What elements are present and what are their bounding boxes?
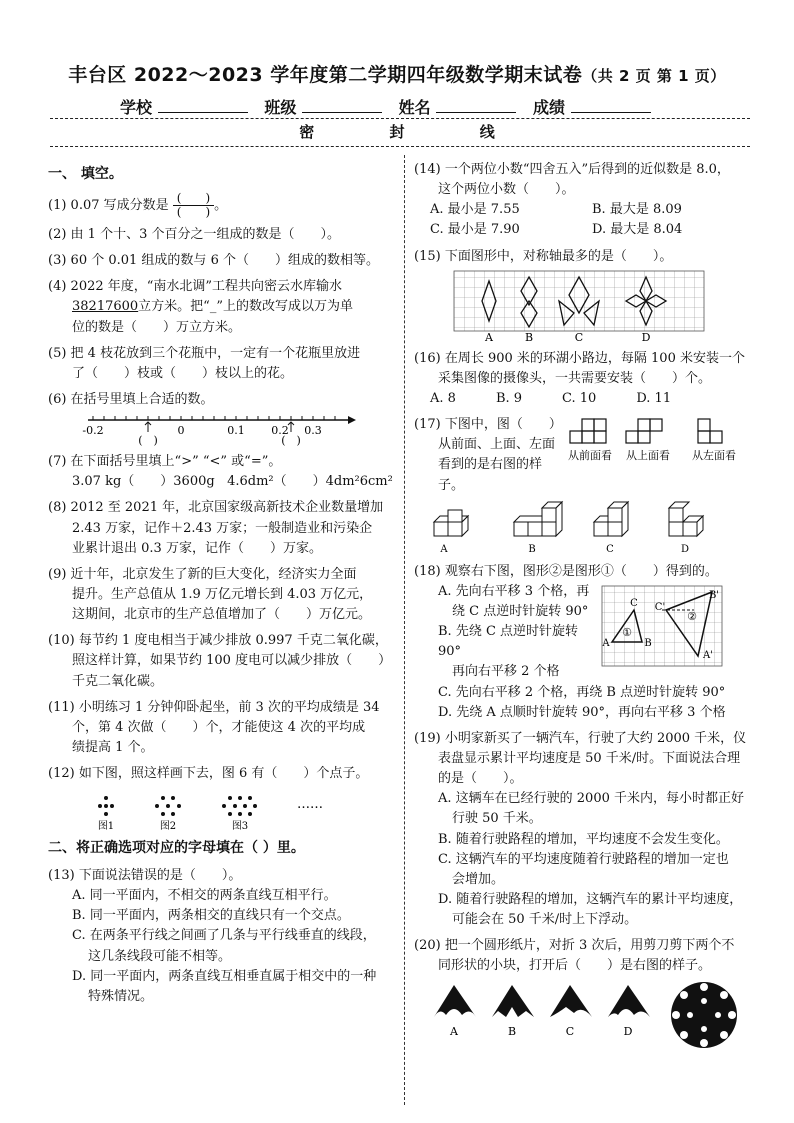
q15-label-b[interactable]: B xyxy=(524,330,534,343)
seal-line-top xyxy=(50,118,750,119)
q9-line1: (9) 近十年，北京发生了新的巨大变化，经济实力全面 xyxy=(48,566,357,582)
q14-option-a[interactable]: A. 最小是 7.55 xyxy=(430,202,520,218)
question-5 xyxy=(48,344,393,384)
q5-line2: 了（ ）枝或（ ）枝以上的花。 xyxy=(72,365,294,381)
q14-option-c[interactable]: C. 最小是 7.90 xyxy=(430,222,520,238)
q19-option-a[interactable]: A. 这辆车在已经行驶的 2000 千米内，每小时都正好 xyxy=(438,791,745,807)
q8-line2: 2.43 万家，记作＋2.43 万家；一般制造业和污染企 xyxy=(72,520,373,536)
question-3: (3) 60 个 0.01 组成的数与 6 个（ ）组成的数相等。 xyxy=(48,253,379,269)
left-view-label: 从左面看 xyxy=(692,449,736,463)
question-19 xyxy=(414,729,754,930)
q6-text: (6) 在括号里填上合适的数。 xyxy=(48,392,214,408)
question-2: (2) 由 1 个十、3 个百分之一组成的数是（ ）。 xyxy=(48,227,340,243)
q10-line1: (10) 每节约 1 度电相当于减少排放 0.997 千克二氧化碳， xyxy=(48,633,388,649)
question-7 xyxy=(48,452,393,492)
question-10 xyxy=(48,631,393,691)
q4-line3: 位的数是（ ）万立方米。 xyxy=(72,319,242,335)
q18-option-a[interactable]: A. 先向右平移 3 个格，再 xyxy=(438,583,590,599)
symmetry-grid-figure xyxy=(414,267,714,343)
q18-option-d[interactable]: D. 先绕 A 点顺时针旋转 90°，再向右平移 3 个格 xyxy=(438,704,726,720)
q17-label-d[interactable]: D xyxy=(680,543,690,555)
column-divider xyxy=(404,155,405,1105)
q1-period: 。 xyxy=(214,197,228,213)
question-17 xyxy=(414,415,754,556)
tick-02: 0.2 xyxy=(271,424,289,438)
q13-option-c[interactable]: C. 在两条平行线之间画了几条与平行线垂直的线段， xyxy=(72,928,376,944)
exam-title xyxy=(0,60,794,87)
q20-label-b[interactable]: B xyxy=(507,1024,517,1038)
name-label: 姓名 xyxy=(398,98,431,117)
question-11 xyxy=(48,698,393,758)
number-line xyxy=(48,410,368,446)
q11-line1: (11) 小明练习 1 分钟仰卧起坐，前 3 次的平均成绩是 34 xyxy=(48,699,380,715)
q17-line3: 看到的是右图的样子。 xyxy=(438,457,543,493)
question-18 xyxy=(414,562,754,723)
q14-option-d[interactable]: D. 最大是 8.04 xyxy=(592,222,683,238)
question-15 xyxy=(414,247,754,343)
q7-a: 3.07 kg（ ）3600g xyxy=(72,474,215,490)
q19-option-c-cont: 会增加。 xyxy=(452,871,505,887)
q19-option-a-cont: 行驶 50 千米。 xyxy=(452,811,542,827)
q17-cubes-figure xyxy=(414,496,734,556)
section-1-heading: 一、 填空。 xyxy=(48,166,123,182)
q17-line2: 从前面、上面、左面 xyxy=(438,437,556,453)
fig3-label: 图3 xyxy=(231,821,249,833)
q20-label-c[interactable]: C xyxy=(565,1024,575,1038)
q1-denominator: ( ) xyxy=(176,204,211,219)
tick-0: 0 xyxy=(177,424,185,438)
q9-line3: 这期间，北京市的生产总值增加了（ ）万亿元。 xyxy=(72,607,372,623)
title-suffix: （共 2 页 第 1 页） xyxy=(582,67,726,85)
name-field[interactable] xyxy=(436,98,516,113)
q17-views-figure xyxy=(564,415,754,477)
q13-text: (13) 下面说法错误的是（ ）。 xyxy=(48,867,242,883)
q20-label-d[interactable]: D xyxy=(623,1024,633,1038)
q14-line2: 这个两位小数（ ）。 xyxy=(438,182,575,198)
q18-text: (18) 观察右下图，图形②是图形①（ ）得到的。 xyxy=(414,563,718,579)
question-20 xyxy=(414,936,754,1050)
q1-fraction-blank[interactable] xyxy=(173,192,214,219)
front-view-label: 从前面看 xyxy=(568,449,612,463)
q11-line3: 绩提高 1 个。 xyxy=(72,740,154,756)
q13-option-d[interactable]: D. 同一平面内，两条直线互相垂直属于相交中的一种 xyxy=(72,968,377,984)
fig1-label: 图1 xyxy=(97,821,115,833)
student-info-row xyxy=(120,95,651,118)
question-14 xyxy=(414,160,754,241)
class-label: 班级 xyxy=(264,98,297,117)
pt-b-prime: B' xyxy=(708,589,720,601)
q18-option-a-cont: 绕 C 点逆时针旋转 90° xyxy=(452,603,589,619)
q8-line3: 业累计退出 0.3 万家，记作（ ）万家。 xyxy=(72,540,322,556)
pt-a: A xyxy=(602,637,610,649)
q15-text: (15) 下面图形中，对称轴最多的是（ ）。 xyxy=(414,248,673,264)
q9-line2: 提升。生产总值从 1.9 万亿元增长到 4.03 万亿元， xyxy=(72,587,373,603)
q5-line1: (5) 把 4 枝花放到三个花瓶中，一定有一个花瓶里放进 xyxy=(48,345,361,361)
q15-label-d[interactable]: D xyxy=(641,330,651,343)
q19-line3: 的是（ ）。 xyxy=(438,771,523,787)
q14-line1: (14) 一个两位小数“四舍五入”后得到的近似数是 8.0， xyxy=(414,162,730,177)
q4-line2: 立方米。把“_”上的数改写成以万为单 xyxy=(138,299,353,315)
ellipsis: …… xyxy=(297,797,323,813)
tick-01: 0.1 xyxy=(227,424,245,438)
right-column xyxy=(414,160,754,1057)
q17-line1: (17) 下图中，图（ ） xyxy=(414,417,562,433)
q16-option-a[interactable]: A. 8 xyxy=(430,390,456,406)
q16-option-d[interactable]: D. 11 xyxy=(636,390,672,406)
q20-line2: 同形状的小块，打开后（ ）是右图的样子。 xyxy=(438,958,712,974)
left-column xyxy=(48,160,393,1013)
q19-line2: 表盘显示累计平均速度是 50 千米/时。下面说法合理 xyxy=(438,750,741,766)
q15-label-a[interactable]: A xyxy=(485,330,493,343)
q7-text: (7) 在下面括号里填上“>” “<” 或“=”。 xyxy=(48,454,282,470)
q13-option-c-cont: 这几条线段可能不相等。 xyxy=(88,948,232,964)
question-12 xyxy=(48,764,393,832)
question-8 xyxy=(48,498,393,558)
q1-text: (1) 0.07 写成分数是 xyxy=(48,197,169,213)
q16-line2: 采集图像的摄像头，一共需要安装（ ）个。 xyxy=(438,370,712,386)
q13-option-d-cont: 特殊情况。 xyxy=(88,988,154,1004)
q19-option-b[interactable]: B. 随着行驶路程的增加，平均速度不会发生变化。 xyxy=(438,831,729,847)
question-4 xyxy=(48,277,393,337)
q18-option-c[interactable]: C. 先向右平移 2 个格，再绕 B 点逆时针旋转 90° xyxy=(438,684,726,700)
score-label: 成绩 xyxy=(532,98,565,117)
tick-03: 0.3 xyxy=(304,424,322,438)
q19-line1: (19) 小明家新买了一辆汽车，行驶了大约 2000 千米，仪 xyxy=(414,730,747,746)
pt-c: C xyxy=(630,597,638,609)
q7-b: 4.6dm²（ ）4dm²6cm² xyxy=(227,474,393,490)
q1-numerator: ( ) xyxy=(173,192,214,206)
top-view-label: 从上面看 xyxy=(626,449,670,463)
question-9 xyxy=(48,565,393,625)
seal-text: 密 封 线 xyxy=(299,123,495,141)
q6-blank-1[interactable]: ( ) xyxy=(138,434,158,447)
shape-2-label: ② xyxy=(687,609,697,623)
fig2-label: 图2 xyxy=(159,821,177,833)
q19-option-c[interactable]: C. 这辆汽车的平均速度随着行驶路程的增加一定也 xyxy=(438,851,729,867)
school-label: 学校 xyxy=(120,98,153,117)
score-field[interactable] xyxy=(571,98,651,113)
paper-cut-figure xyxy=(414,977,744,1051)
question-1 xyxy=(48,192,393,219)
q13-option-a[interactable]: A. 同一平面内，不相交的两条直线互相平行。 xyxy=(72,888,337,904)
class-field[interactable] xyxy=(302,98,382,113)
q18-option-b-cont: 再向右平移 2 个格 xyxy=(452,664,560,680)
q19-option-d-cont: 可能会在 50 千米/时上下浮动。 xyxy=(452,912,638,928)
q17-label-b[interactable]: B xyxy=(528,543,536,555)
question-13 xyxy=(48,866,393,1007)
q10-line2: 照这样计算，如果节约 100 度电可以减少排放（ ） xyxy=(72,653,392,669)
q13-option-b[interactable]: B. 同一平面内，两条相交的直线只有一个交点。 xyxy=(72,908,350,924)
rotation-grid-figure xyxy=(594,582,724,670)
title-main: 丰台区 2022～2023 学年度第二学期四年级数学期末试卷 xyxy=(68,64,583,86)
pt-c-prime: C' xyxy=(654,601,666,613)
q12-text: (12) 如下图，照这样画下去，图 6 有（ ）个点子。 xyxy=(48,766,369,782)
question-6 xyxy=(48,390,393,446)
q17-label-c[interactable]: C xyxy=(606,543,614,555)
q17-label-a[interactable]: A xyxy=(440,543,448,555)
pt-a-prime: A' xyxy=(703,649,713,661)
q15-label-c[interactable]: C xyxy=(574,330,584,343)
q11-line2: 个，第 4 次做（ ）个，才能使这 4 次的平均成 xyxy=(72,719,366,735)
q6-blank-2[interactable]: ( ) xyxy=(281,434,301,447)
tick-neg02: -0.2 xyxy=(82,424,104,438)
q19-option-d[interactable]: D. 随着行驶路程的增加，这辆汽车的累计平均速度， xyxy=(438,891,743,907)
q16-line1: (16) 在周长 900 米的环湖小路边，每隔 100 米安装一个 xyxy=(414,350,745,366)
q14-option-b[interactable]: B. 最大是 8.09 xyxy=(592,202,682,218)
q10-line3: 千克二氧化碳。 xyxy=(72,673,164,689)
q18-option-b[interactable]: B. 先绕 C 点逆时针旋转 90° xyxy=(438,624,579,660)
seal-line-bottom xyxy=(50,146,750,147)
school-field[interactable] xyxy=(158,98,248,113)
q8-line1: (8) 2012 至 2021 年，北京国家级高新技术企业数量增加 xyxy=(48,500,384,516)
shape-1-label: ① xyxy=(622,625,632,639)
dot-pattern-figure xyxy=(48,784,368,832)
q20-label-a[interactable]: A xyxy=(450,1024,458,1038)
pt-b: B xyxy=(644,637,652,649)
q20-line1: (20) 把一个圆形纸片，对折 3 次后，用剪刀剪下两个不 xyxy=(414,938,735,954)
section-2-heading: 二、将正确选项对应的字母填在（ ）里。 xyxy=(48,840,305,857)
question-16 xyxy=(414,349,754,409)
q4-number: 38217600 xyxy=(72,299,139,315)
q16-option-b[interactable]: B. 9 xyxy=(495,390,523,406)
q4-line1: (4) 2022 年度，“南水北调”工程共向密云水库输水 xyxy=(48,279,343,295)
q16-option-c[interactable]: C. 10 xyxy=(562,390,597,406)
